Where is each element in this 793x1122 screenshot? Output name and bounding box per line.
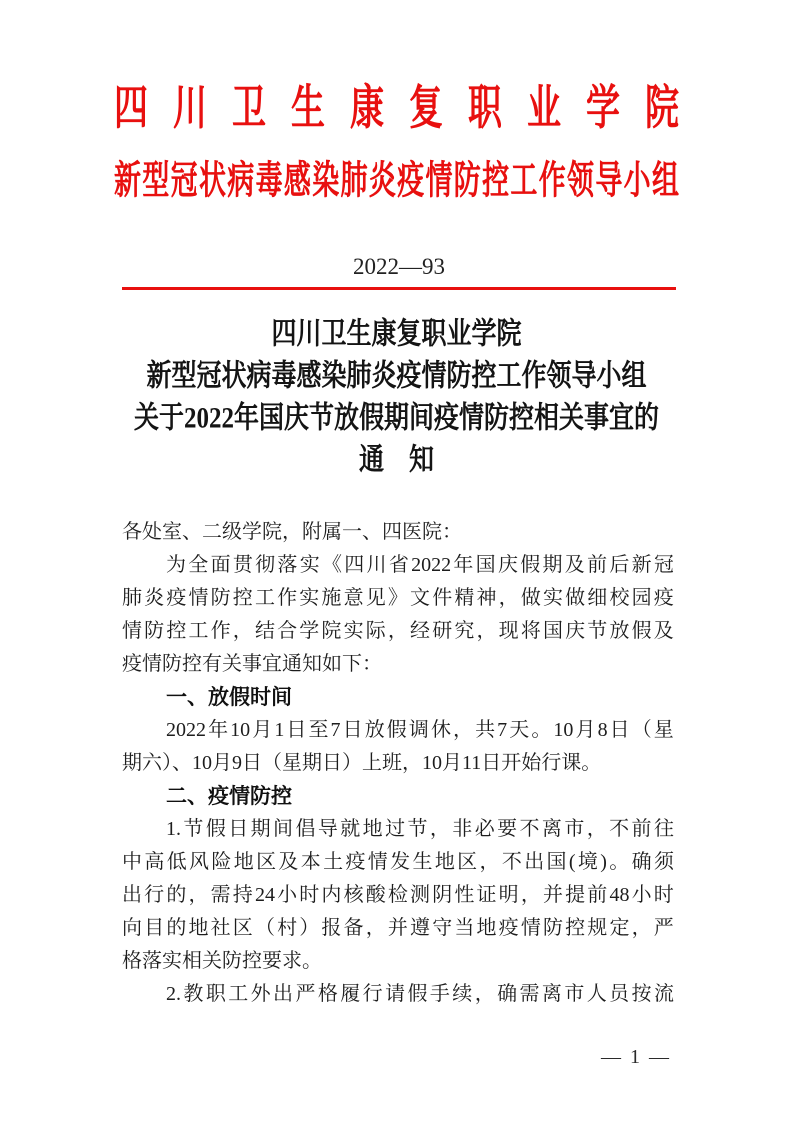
title-line-subject: 关于2022年国庆节放假期间疫情防控相关事宜的 — [133, 402, 659, 435]
body-line: 情 防 控 工 作 ， 结 合 学 院 实 际 ， 经 研 究 ， 现 将 国 庆 节 放 假 及 — [122, 620, 674, 642]
body-line: 向 目 的 地 社 区 （ 村 ） 报 备 ， 并 遵 守 当 地 疫 情 防 控 规 定 ， 严 — [122, 917, 674, 939]
body-line: 各处室、二级学院，附属一、四医院： — [122, 521, 462, 543]
body-line: 一、放假时间 — [166, 686, 292, 709]
title-line-org: 四川卫生康复职业学院 — [271, 318, 522, 351]
body-line: 期六）、10月9日（星期日）上班，10月11日开始行课。 — [122, 752, 602, 774]
letterhead-group-name: 新 型 冠 状 病 毒 感 染 肺 炎 疫 情 防 控 工 作 领 导 小 组 — [114, 158, 679, 203]
page-number: — 1 — — [601, 1046, 671, 1068]
letterhead-org-name: 四 川 卫 生 康 复 职 业 学 院 — [114, 83, 679, 136]
body-line: 2022 年 10 月 1 日 至 7 日 放 假 调 休 ， 共 7 天 。 10 月 8 日 （ 星 — [166, 719, 674, 741]
body-line: 疫情防控有关事宜通知如下： — [122, 653, 382, 675]
document-number: 2022—93 — [353, 254, 445, 279]
body-line: 2. 教 职 工 外 出 严 格 履 行 请 假 手 续 ， 确 需 离 市 人 员 按 流 — [166, 983, 674, 1005]
body-line: 出 行 的 ， 需 持 24 小 时 内 核 酸 检 测 阴 性 证 明 ， 并 提 前 48 小 时 — [122, 884, 674, 906]
body-line: 二、疫情防控 — [166, 785, 292, 808]
title-line-notice: 通 知 — [358, 444, 434, 477]
body-line: 中 高 低 风 险 地 区 及 本 土 疫 情 发 生 地 区 ， 不 出 国 ( 境 ) 。 确 须 — [122, 851, 674, 873]
body-line: 格落实相关防控要求。 — [122, 950, 322, 972]
body-line: 1. 节 假 日 期 间 倡 导 就 地 过 节 ， 非 必 要 不 离 市 ， 不 前 往 — [166, 818, 674, 840]
body-line: 为 全 面 贯 彻 落 实 《 四 川 省 2022 年 国 庆 假 期 及 前 后 新 冠 — [166, 554, 674, 576]
title-line-group: 新型冠状病毒感染肺炎疫情防控工作领导小组 — [146, 360, 647, 393]
notice-body — [122, 516, 674, 1011]
red-divider-line — [122, 287, 676, 290]
notice-title — [100, 314, 693, 482]
body-line: 肺 炎 疫 情 防 控 工 作 实 施 意 见 》 文 件 精 神 ， 做 实 做 细 校 园 疫 — [122, 587, 674, 609]
